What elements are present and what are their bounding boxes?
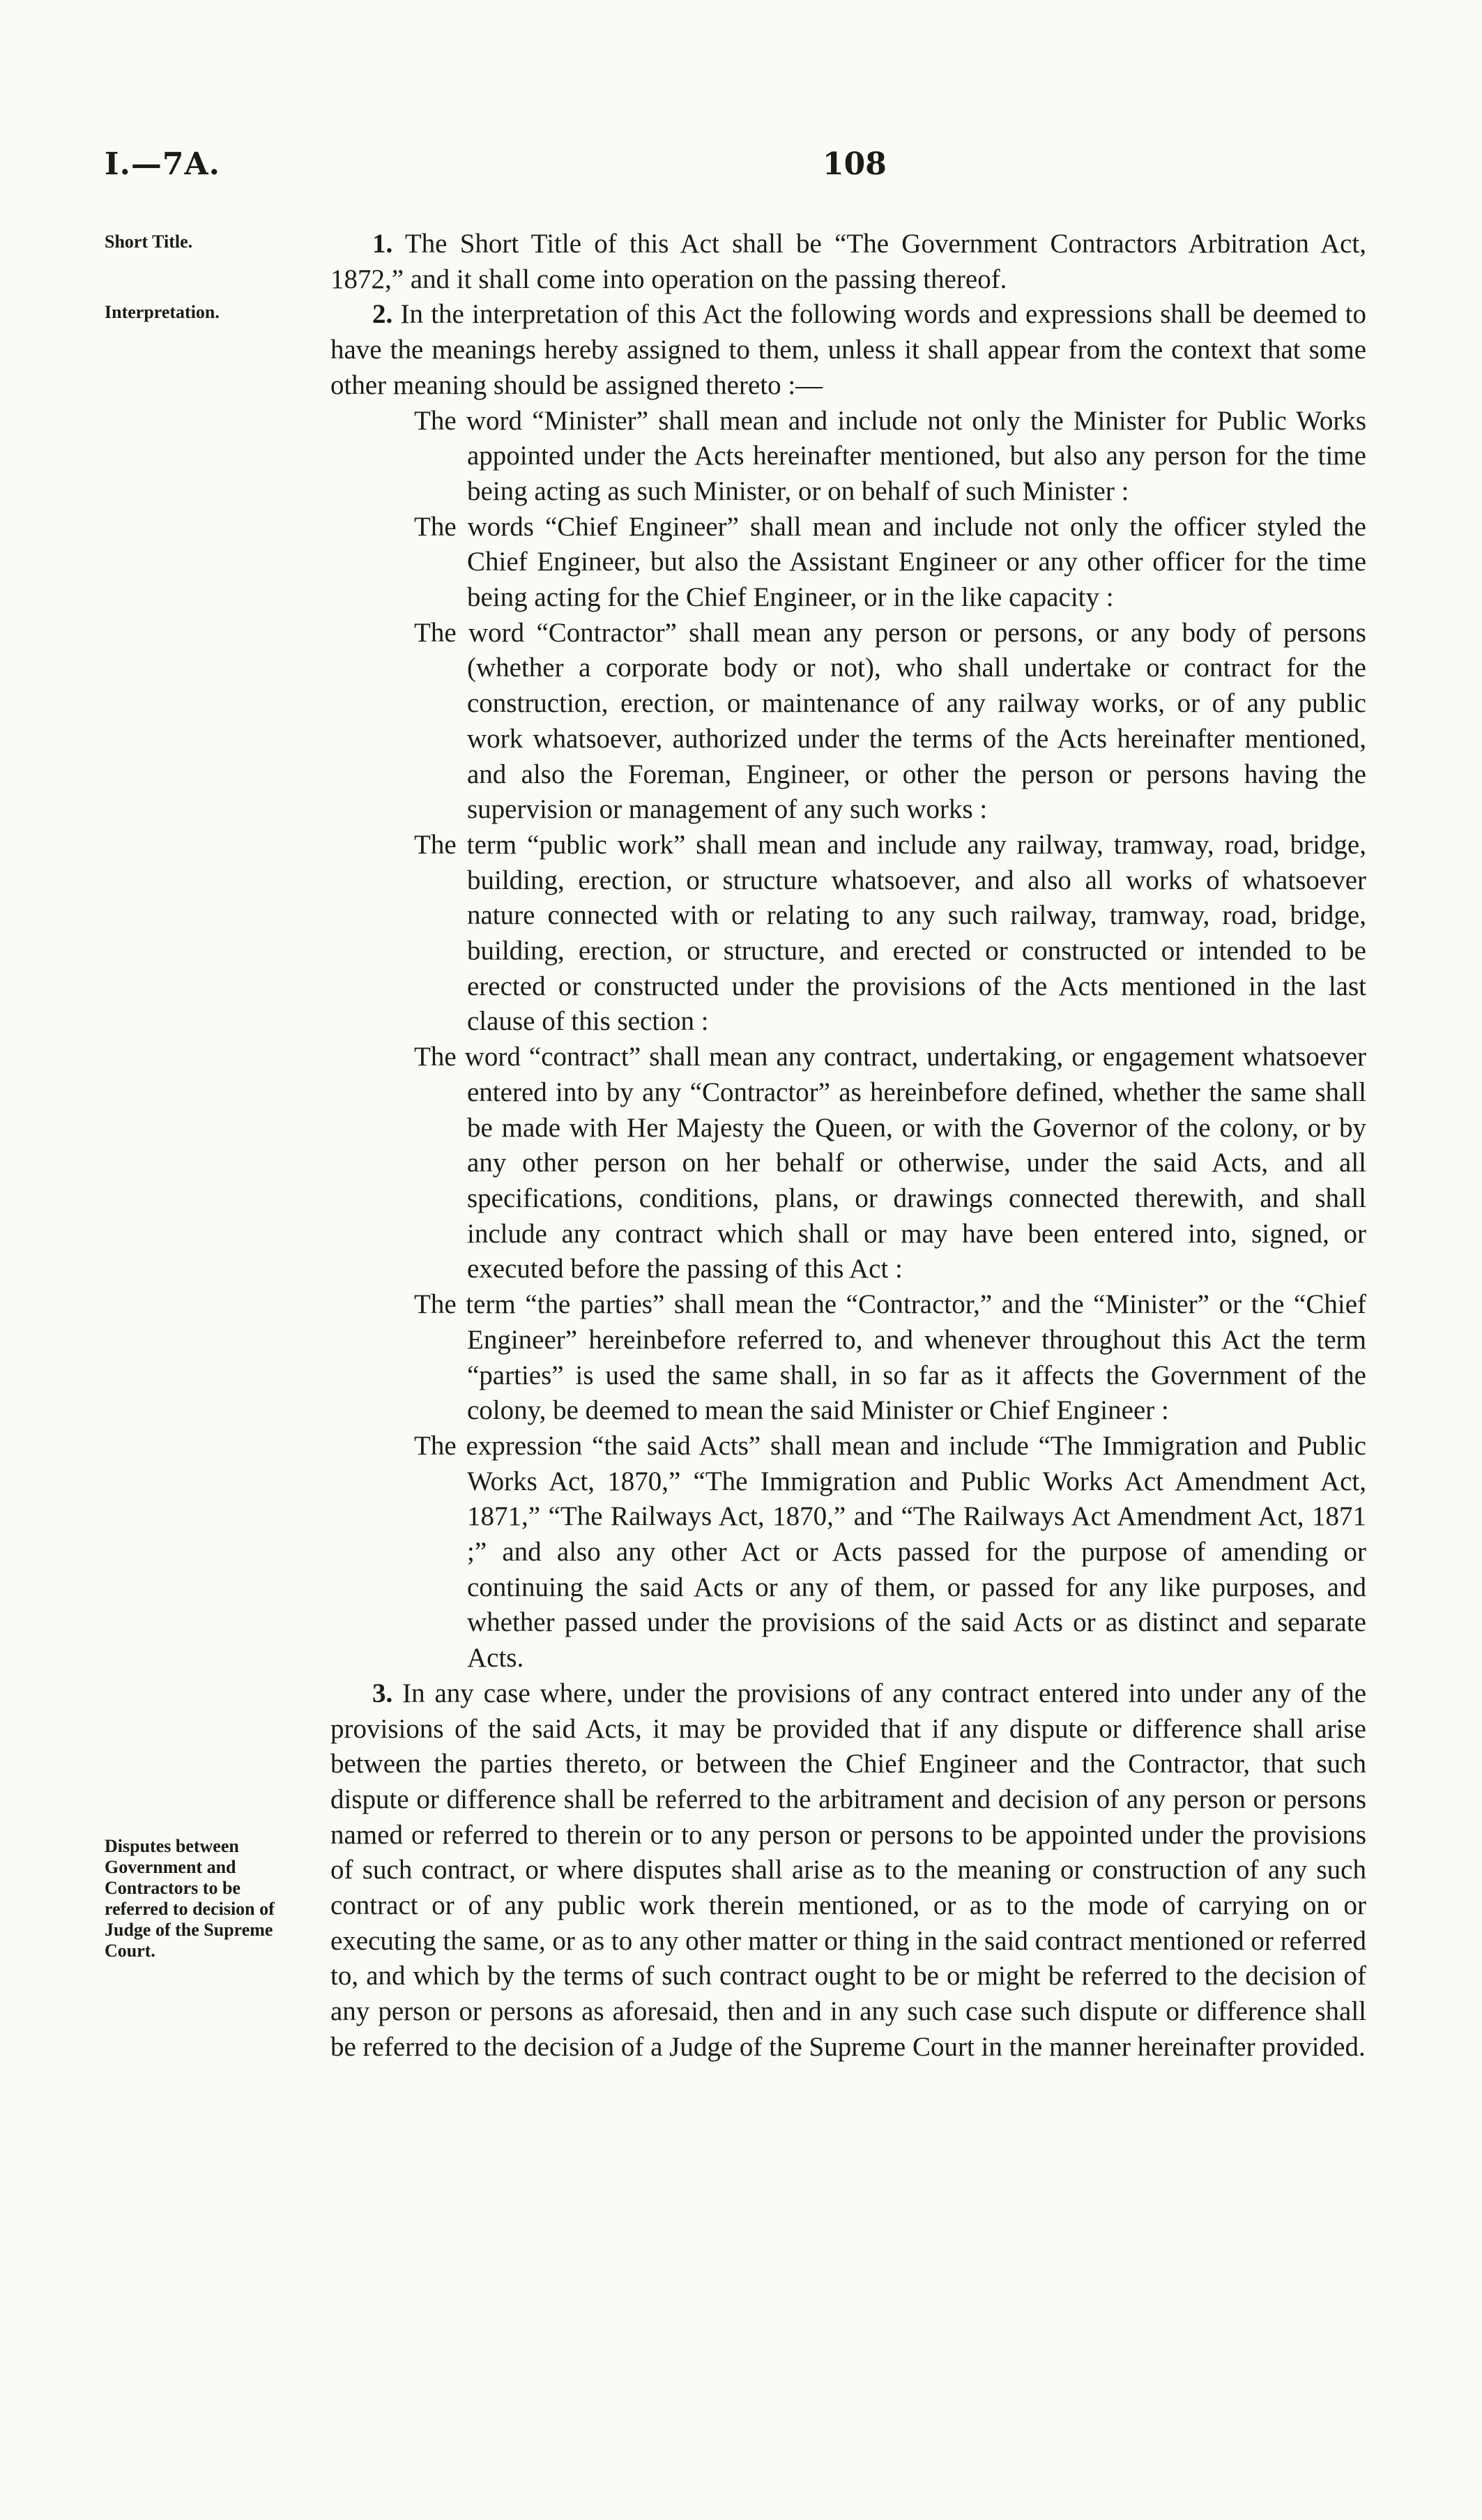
- margin-note-interpretation: Interpretation.: [105, 302, 220, 322]
- definition-contract: The word “contract” shall mean any contract, undertaking, or engagement whatsoever entered into by any “Contractor” as hereinbefore defined, whether the same shall be made with Her Majesty the Queen, or with the Governor of the colony, or by any other person on her behalf or otherwise, under the said Acts, and all specifications, conditions, plans, or drawings connected therewith, and shall include any contract which shall or may have been entered into, signed, or executed before the passing of this Act :: [414, 1042, 1366, 1284]
- section-3-text: In any case where, under the provisions of any contract entered into under any of the provisions of the said Acts, it may be provided that if any dispute or difference shall arise between the parties thereto, or between the Chief Engineer and the Contractor, that such dispute or difference shall be referred to the arbitrament and decision of any person or persons named or referred to therein or to any person or persons to be appointed under the provisions of such contract, or where disputes shall arise as to the meaning or construction of any such contract or of any public work therein mentioned, or as to the mode of carrying on or executing the same, or as to any other matter or thing in the said contract mentioned or referred to, and which by the terms of such contract ought to be or might be referred to the decision of any person or persons as aforesaid, then and in any such case such dispute or difference shall be referred to the decision of a Judge of the Supreme Court in the manner hereinafter provided.: [330, 1678, 1367, 2062]
- section-1: [330, 227, 1366, 297]
- definition-public-work: The term “public work” shall mean and include any railway, tramway, road, bridge, building, erection, or structure whatsoever, and also all works of whatsoever nature connected with or relating to any such railway, tramway, road, bridge, building, erection, or structure, and erected or constructed or intended to be erected or constructed under the provisions of the Acts mentioned in the last clause of this section :: [414, 829, 1366, 1037]
- section-2-intro: [330, 297, 1366, 403]
- section-1-text: The Short Title of this Act shall be “The Government Contractors Arbitration Act, 1872,” and it shall come into operation on the passing thereof.: [330, 229, 1367, 294]
- margin-note-disputes: Disputes between Government and Contractors to be referred to decision of Judge of the Supreme Court.: [105, 1836, 275, 1961]
- definition-chief-engineer: The words “Chief Engineer” shall mean and include not only the officer styled the Chief Engineer, but also the Assistant Engineer or any other officer for the time being acting for the Chief Engineer, or in the like capacity :: [414, 511, 1366, 613]
- section-2-intro-text: In the interpretation of this Act the following words and expressions shall be deemed to have the meanings hereby assigned to them, unless it shall appear from the context that some other meaning should be assigned thereto :—: [330, 299, 1367, 400]
- definition-contractor: The word “Contractor” shall mean any person or persons, or any body of persons (whether a corporate body or not), who shall undertake or contract for the construction, erection, or maintenance of any railway works, or of any public work whatsoever, authorized under the terms of the Acts hereinafter mentioned, and also the Foreman, Engineer, or other the person or persons having the supervision or management of any such works :: [414, 617, 1366, 825]
- section-2-number: 2.: [372, 299, 393, 330]
- act-body: [330, 227, 1366, 2065]
- definition-the-said-acts: The expression “the said Acts” shall mean and include “The Immigration and Public Works Act, 1870,” “The Immigration and Public Works Act Amendment Act, 1871,” “The Railways Act, 1870,” and “The Railways Act Amendment Act, 1871 ;” and also any other Act or Acts passed for the purpose of amending or continuing the said Acts or any of them, or passed for any like purposes, and whether passed under the provisions of the said Acts or as distinct and separate Acts.: [414, 1430, 1366, 1673]
- page-number: 108: [823, 146, 887, 182]
- section-3-number: 3.: [372, 1678, 393, 1708]
- document-reference: I.—7A.: [105, 146, 220, 182]
- section-3: [330, 1676, 1366, 2065]
- definition-the-parties: The term “the parties” shall mean the “Contractor,” and the “Minister” or the “Chief Engineer” hereinbefore referred to, and whenever throughout this Act the term “parties” is used the same shall, in so far as it affects the Government of the colony, be deemed to mean the said Minister or Chief Engineer :: [414, 1289, 1366, 1426]
- section-1-number: 1.: [372, 229, 393, 259]
- definitions-list: [330, 404, 1366, 1676]
- margin-note-short-title: Short Title.: [105, 231, 193, 252]
- definition-minister: The word “Minister” shall mean and include not only the Minister for Public Works appointed under the Acts hereinafter mentioned, but also any person for the time being acting as such Minister, or on behalf of such Minister :: [414, 405, 1366, 506]
